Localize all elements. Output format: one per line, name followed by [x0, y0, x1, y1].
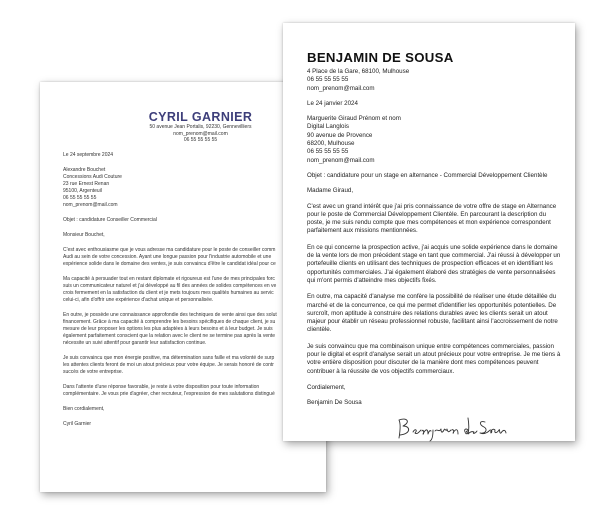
paragraph-line: complémentaire. Je vous prie d'agréer, cher recruteur, l'expression de mes salutations distingué [63, 390, 275, 397]
sender-name: BENJAMIN DE SOUSA [307, 50, 454, 65]
paragraph-line: parfaitement aux missions mentionnées. [307, 227, 418, 235]
text-line: nom_prenom@mail.com [63, 201, 118, 208]
paragraph-line: Dans l'attente d'une réponse favorable, je reste à votre disposition pour toute information [63, 383, 260, 390]
paragraph [307, 203, 565, 236]
paragraph [307, 293, 565, 334]
paragraph [63, 384, 308, 398]
paragraph-line: crois fermement en la satisfaction du client et je mets toujours mes qualités humaines au servic [63, 289, 274, 296]
paragraph-line: succès de votre entreprise. [63, 368, 124, 375]
letter-body [63, 110, 308, 428]
text-line: 90 avenue de Provence [307, 131, 373, 139]
closing: Bien cordialement, [63, 405, 105, 412]
paragraph-line: celui-ci, afin d'offrir une expérience d'achat unique et personnalisée. [63, 296, 214, 303]
paragraph-line: Je suis convaincu que mon énergie positive, ma détermination sans faille et ma volonté de surp [63, 354, 275, 361]
paragraph-line: opportunités commerciales. J'ai également élaboré des stratégies de vente personnalisées [307, 268, 556, 276]
letter-subject: Objet : candidature Conseiller Commercial [63, 216, 157, 223]
sender-contact [307, 68, 565, 93]
paragraph-line: mesure de leur proposer les options les plus adaptées à leurs besoins et à leur budget. Je suis [63, 325, 273, 332]
recipient-block [307, 115, 565, 165]
letter-paragraphs [307, 203, 565, 376]
text-line: 06 55 55 55 55 [307, 76, 349, 84]
paragraph-line: surcroît, mon aptitude à construire des relations durables avec les clients serait un atout [307, 309, 548, 317]
paragraph-line: également parfaitement conscient que la relation avec le client ne se termine pas après la vente [63, 332, 276, 339]
paragraph-line: portefeuille clients en utilisant des techniques de prospection efficaces et en identifiant les [307, 260, 553, 268]
sender-contact [93, 124, 308, 144]
text-line: 06 55 55 55 55 [183, 137, 218, 144]
handwritten-signature [393, 414, 513, 442]
paragraph-line: financement. Grâce à ma capacité à comprendre les besoins spécifiques de chaque client, je su [63, 318, 276, 325]
paragraph-line: Ma capacité à persuader tout en restant diplomate et rigoureux est l'une de mes principales forc [63, 275, 275, 282]
text-line: Digital Langlois [307, 123, 349, 131]
paragraph-line: C'est avec un grand intérêt que j'ai pris connaissance de votre offre de stage en Alternance [307, 202, 557, 210]
paragraph-line: de la vente lors de mon précédent stage en tant que commercial. J'ai réussi à développer un [307, 252, 561, 260]
paragraph [307, 244, 565, 285]
paragraph-line: pour le poste de Commercial Développement Clientèle. En parcourant la description du [307, 210, 547, 218]
paragraph-line: En outre, je possède une connaissance approfondie des techniques de vente ainsi que des solut [63, 311, 277, 318]
text-line: 06 55 55 55 55 [63, 194, 97, 201]
signature-name: Benjamin De Sousa [307, 399, 362, 407]
text-line: 06 55 55 55 55 [307, 148, 349, 156]
paragraph [63, 276, 308, 304]
text-line: 95100, Argenteuil [63, 187, 102, 194]
paragraph-line: les attentes clients feront de moi un atout précieux pour votre équipe. Je serais honoré de contr [63, 361, 274, 368]
paragraph-line: clientèle. [307, 326, 332, 334]
paragraph [63, 247, 308, 268]
text-line: nom_prenom@mail.com [307, 156, 375, 164]
salutation: Madame Giraud, [307, 187, 354, 195]
paragraph-line: expérience solide dans le domaine des ventes, je suis convaincu d'être le candidat idéal pour ce [63, 260, 276, 267]
recipient-block [63, 167, 308, 209]
paragraph-line: poste, je me suis rendu compte que mes compétences et mon expérience correspondent [307, 219, 551, 227]
paragraph-line: En ce qui concerne la prospection active, j'ai acquis une solide expérience dans le domaine [307, 243, 558, 251]
paragraph [307, 343, 565, 376]
paragraph-line: Audi au sein de votre concession. Ayant une longue passion pour l'industrie automobile et une [63, 253, 272, 260]
closing: Cordialement, [307, 383, 346, 391]
signature-name: Cyril Garnier [63, 420, 92, 427]
paragraph-line: pour le digital et esprit d'analyse serait un atout précieux pour votre entreprise. Je me tiens à [307, 351, 561, 359]
text-line: 68200, Mulhouse [307, 140, 355, 148]
letter-body [307, 50, 565, 442]
paragraph-line: votre entière disposition pour discuter de la manière dont mes compétences peuvent [307, 359, 539, 367]
text-line: nom_prenom@mail.com [173, 130, 228, 137]
salutation: Monsieur Bouchet, [63, 231, 105, 238]
paragraph-line: Je suis convaincu que ma combinaison unique entre compétences commerciales, passion [307, 342, 554, 350]
cover-letter-benjamin-de-sousa [283, 23, 575, 441]
paragraph [63, 312, 308, 347]
text-line: Marguerite Giraud Prénom et nom [307, 115, 401, 123]
paragraph-line: nécessite un suivi attentif pour garantir leur satisfaction continue. [63, 339, 207, 346]
paragraph-line: majeur pour établir un réseau professionnel robuste, facilitant ainsi l'accroissement de notre [307, 318, 558, 326]
text-line: Concessions Audi Couture [63, 173, 122, 180]
paragraph-line: qui m'ont permis d'atteindre mes objectifs fixés. [307, 276, 437, 284]
text-line: Alexandre Bouchet [63, 166, 106, 173]
letter-subject: Objet : candidature pour un stage en alternance - Commercial Développement Clientèle [307, 171, 548, 179]
paragraph-line: contribuer à la réussite de vos objectifs commerciaux. [307, 367, 455, 375]
letter-date: Le 24 septembre 2024 [63, 151, 114, 158]
paragraph-line: marché et de la concurrence, ce qui me permet d'identifier les opportunités potentielles. De [307, 301, 557, 309]
text-line: 23 rue Ernest Renan [63, 180, 110, 187]
text-line: nom_prenom@mail.com [307, 84, 375, 92]
paragraph-line: suis un communicateur naturel et j'ai développé au fil des années de solides compétences en ve [63, 282, 277, 289]
text-line: 4 Place de la Gare, 68100, Mulhouse [307, 68, 410, 75]
text-line: 50 avenue Jean Portalis, 92230, Gennevilliers [149, 124, 252, 130]
paragraph-line: En outre, ma capacité d'analyse me confère la possibilité de réaliser une étude détaillée du [307, 293, 557, 301]
letter-date: Le 24 janvier 2024 [307, 99, 358, 107]
letter-paragraphs [63, 247, 308, 398]
paragraph [63, 355, 308, 376]
sender-name: CYRIL GARNIER [148, 110, 253, 124]
paragraph-line: C'est avec enthousiasme que je vous adresse ma candidature pour le poste de conseiller comm [63, 246, 276, 253]
